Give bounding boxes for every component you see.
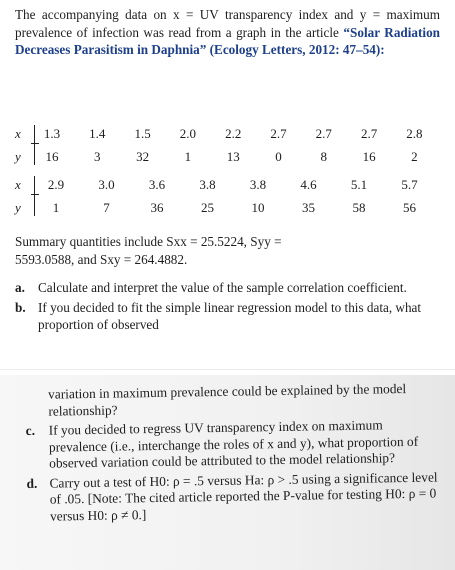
question-text: Calculate and interpret the value of the sample correlation coefficient.	[38, 280, 407, 295]
x-label: x	[15, 126, 21, 141]
table-rule	[31, 143, 39, 144]
continued-page-photo	[0, 375, 455, 570]
x-value-cell: 5.1	[350, 177, 368, 192]
y-value-cell: 13	[226, 149, 240, 164]
x-value-cell: 2.7	[270, 126, 287, 141]
y-value-cell: 56	[403, 200, 416, 215]
summary-line-1: Summary quantities include Sxx = 25.5224, Syy =	[15, 234, 282, 249]
x-value-cell: 2.8	[406, 126, 423, 141]
intro-text: The accompanying data on x = UV transparency index and y = maximum prevalence of infection was read from a graph in the article	[15, 7, 440, 40]
x-value-cell: 3.6	[148, 177, 166, 192]
x-value-cell: 3.8	[249, 177, 267, 192]
y-value-cell: 10	[251, 200, 265, 215]
y-label: y	[15, 200, 21, 215]
question-label: c.	[25, 422, 36, 438]
question-c	[26, 417, 439, 473]
question-a	[15, 279, 443, 296]
x-value-cell: 5.7	[401, 177, 418, 192]
x-value-cell: 3.8	[199, 177, 216, 192]
summary-quantities	[15, 233, 440, 268]
question-label: a.	[15, 280, 25, 295]
question-label: d.	[26, 475, 38, 491]
y-value-cell: 1	[184, 149, 192, 164]
x-value-cell: 1.3	[43, 126, 61, 141]
question-text: If you decided to regress UV transparency index on maximum prevalence (i.e., interchange the roles of x and y), what proportion of observed variation could be attributed to the model relationship?	[48, 417, 419, 471]
question-d	[26, 469, 439, 525]
x-value-cell: 1.4	[89, 126, 106, 141]
article-citation: “Solar Radiation Decreases Parasitism in Daphnia” (Ecology Letters, 2012: 47–54):	[15, 24, 441, 58]
x-value-cell: 4.6	[300, 177, 317, 192]
x-value-cell: 1.5	[134, 126, 151, 141]
questions-lower	[25, 381, 439, 528]
table-divider	[34, 125, 35, 165]
y-value-cell: 58	[352, 200, 366, 215]
question-text: Carry out a test of H0: ρ = .5 versus Ha: ρ > .5 using a significance level of .05. [Note: The cited article reported the P-value for testing H0: ρ = 0 versus H0: ρ ≠ 0.]	[49, 469, 438, 524]
x-value-cell: 2.2	[225, 126, 242, 141]
summary-line-2: 5593.0588, and Sxy = 264.4882.	[15, 251, 188, 267]
y-value-cell: 8	[320, 149, 328, 164]
table-rule	[31, 194, 39, 195]
x-value-cell: 2.7	[315, 126, 332, 141]
x-value-cell: 2.0	[179, 126, 197, 141]
question-text: If you decided to fit the simple linear regression model to this data, what proportion of observed	[38, 300, 422, 332]
question-b-continued	[25, 381, 437, 420]
question-text: variation in maximum prevalence could be explained by the model relationship?	[47, 381, 407, 419]
page-break-line	[0, 369, 455, 370]
question-b	[15, 299, 443, 333]
y-value-cell: 3	[94, 149, 101, 164]
question-label: b.	[15, 300, 26, 315]
problem-intro	[15, 6, 440, 59]
y-value-cell: 35	[302, 200, 315, 215]
y-value-cell: 0	[275, 149, 282, 164]
y-value-cell: 36	[150, 200, 164, 215]
x-label: x	[15, 177, 21, 192]
x-value-cell: 2.7	[360, 126, 378, 141]
questions-upper	[15, 279, 443, 336]
x-value-cell: 2.9	[47, 177, 65, 192]
y-value-cell: 16	[362, 149, 376, 164]
x-value-cell: 3.0	[98, 177, 115, 192]
y-value-cell: 16	[45, 149, 59, 164]
y-value-cell: 1	[52, 200, 60, 215]
y-value-cell: 2	[411, 149, 418, 164]
y-value-cell: 32	[136, 149, 150, 164]
y-value-cell: 7	[103, 200, 110, 215]
y-label: y	[15, 149, 21, 164]
y-value-cell: 25	[201, 200, 214, 215]
table-divider	[34, 176, 35, 216]
